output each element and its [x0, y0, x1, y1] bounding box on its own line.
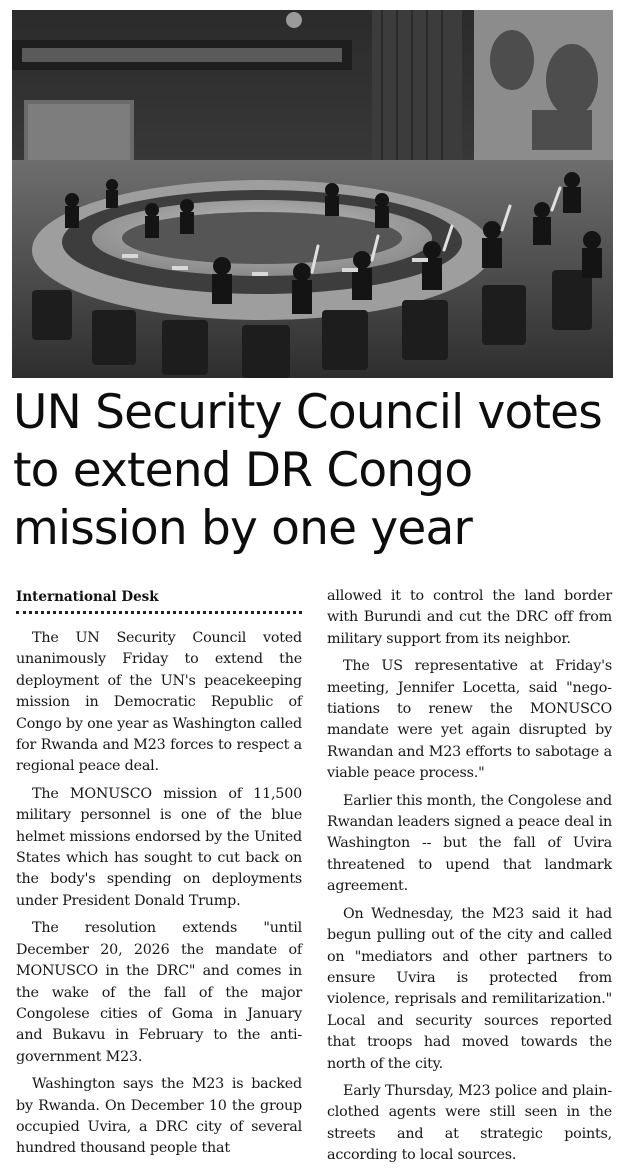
paragraph-continued: allowed it to control the land border with Burundi and cut the DRC off from military support from its neighbor.: [327, 588, 612, 647]
paragraph: The US representative at Friday's meeting, Jennifer Locetta, said "negotiations to renew the MONUSCO mandate were yet again disrupted by Rwandan and M23 efforts to sabotage a viable peace process.": [327, 658, 612, 782]
council-chamber-image: [12, 10, 613, 378]
paragraph: The UN Security Council voted unanimously Friday to extend the deployment of the UN's peacekeeping mission in Democratic Republic of Congo by one year as Washington called for Rwanda and M23 forces to respect a regional peace deal.: [16, 630, 302, 775]
article-column-2: [327, 586, 612, 1173]
headline-line-1: UN Security Council votes: [13, 385, 602, 440]
paragraph: On Wednesday, the M23 said it had begun pulling out of the city and called on "mediators and other partners to ensure Uvira is protected from violence, reprisals and remilitarization." Local and security sources reported that troops had moved towards the north of the city.: [327, 905, 612, 1072]
paragraph: The MONUSCO mission of 11,500 military personnel is one of the blue helmet missions endorsed by the United States which has sought to cut back on the body's spending on deployments under President Donald Trump.: [16, 785, 302, 909]
byline: International Desk: [16, 589, 159, 605]
paragraph: The resolution extends "until December 20, 2026 the mandate of MONUSCO in the DRC" and comes in the wake of the fall of the major Congolese cities of Goma in January and Bukavu in February to the anti-government M23.: [16, 920, 302, 1065]
article-column-1: [16, 628, 302, 1166]
news-photo: [12, 10, 613, 378]
paragraph: Early Thursday, M23 police and plain-clothed agents were still seen in the streets and at strategic points, according to local sources.: [327, 1082, 612, 1164]
headline-line-3: mission by one year: [13, 501, 472, 556]
headline: [13, 384, 613, 558]
paragraph: Earlier this month, the Congolese and Rwandan leaders signed a peace deal in Washington -- but the fall of Uvira threatened to upend that landmark agreement.: [327, 792, 612, 895]
byline-divider: [16, 611, 302, 614]
headline-line-2: to extend DR Congo: [13, 443, 473, 498]
paragraph: Washington says the M23 is backed by Rwanda. On December 10 the group occupied Uvira, a DRC city of several hundred thousand people that: [16, 1076, 302, 1157]
